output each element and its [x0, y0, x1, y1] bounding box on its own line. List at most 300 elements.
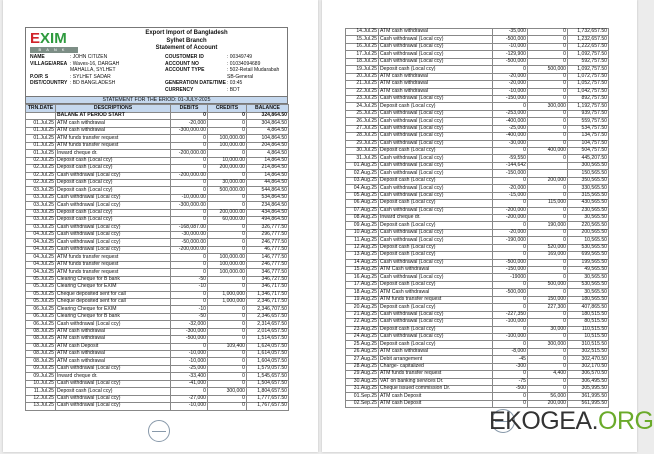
logo-xim: XIM — [40, 30, 67, 47]
credit-cell: 0 — [528, 386, 568, 393]
date-cell: 07.Aug.25 — [346, 207, 379, 214]
date-cell: 02.Jul.25 — [26, 179, 56, 186]
bank-title — [86, 30, 287, 53]
debit-cell: -10 — [171, 306, 208, 313]
date-cell: 25.Aug.25 — [346, 341, 379, 348]
info-value: : Waves-16, DARGAH — [70, 60, 120, 67]
description-cell: Cash withdrawal (Local ccy) — [56, 172, 171, 179]
credit-cell: 150,000 — [528, 296, 568, 303]
debit-cell: -10 — [171, 284, 208, 291]
debit-cell: -150,000 — [493, 170, 528, 177]
debit-cell: -500 — [493, 386, 528, 393]
description-cell: Inward cheque dr. — [56, 150, 171, 157]
info-value: : 00349749 — [227, 54, 253, 60]
debit-cell: -190,000 — [493, 237, 528, 244]
balance-cell: 306,495.50 — [568, 378, 609, 385]
debit-cell: -50,000.00 — [171, 239, 208, 246]
balance-cell: 699,565.50 — [568, 252, 609, 259]
date-cell: 27.Jul.25 — [346, 125, 379, 132]
date-cell: 08.Jul.25 — [26, 358, 56, 365]
debit-cell: -10,000.00 — [171, 194, 208, 201]
description-cell: ATM funds transfer request — [379, 371, 493, 378]
debit-cell: -30,000 — [493, 140, 528, 147]
table-row — [346, 43, 609, 50]
description-cell: Clearing Cheque for EXIM — [56, 306, 171, 313]
credit-cell: 60,000.00 — [208, 217, 247, 224]
balance-cell: 204,864.50 — [247, 142, 289, 149]
description-cell: Cash withdrawal (Local ccy) — [56, 395, 171, 402]
description-cell: Deposit cash (Local ccy) — [379, 177, 493, 184]
date-cell: 15.Jul.25 — [346, 36, 379, 43]
date-cell: 17.Aug.25 — [346, 281, 379, 288]
debit-cell: -20,000 — [493, 229, 528, 236]
debit-cell: 0 — [171, 388, 208, 395]
date-cell: 03.Jul.25 — [26, 202, 56, 209]
balance-cell: 407,865.50 — [568, 304, 609, 311]
debit-cell: -33,400 — [171, 373, 208, 380]
description-cell: ATM funds transfer request — [56, 261, 171, 268]
date-cell: 11.Aug.25 — [346, 237, 379, 244]
description-cell: Cash withdrawal (Local ccy) — [56, 321, 171, 328]
balance-cell: 361,995.50 — [568, 393, 609, 400]
balance-cell: 346,717.50 — [247, 284, 289, 291]
date-cell: 08.Jul.25 — [26, 351, 56, 358]
balance-cell: 246,777.50 — [247, 239, 289, 246]
description-cell: ATM Cash withdrawal — [379, 289, 493, 296]
date-cell: 16.Jul.25 — [346, 43, 379, 50]
table-row — [26, 365, 289, 372]
date-cell: 29.Jul.25 — [346, 140, 379, 147]
description-cell: ATM cash withdrawal — [56, 127, 171, 134]
debit-cell: -27,000 — [171, 395, 208, 402]
table-row — [26, 388, 289, 395]
date-cell: 14.Aug.25 — [346, 259, 379, 266]
balance-cell: 1,192,757.50 — [568, 103, 609, 110]
balance-cell: 1,042,757.50 — [568, 88, 609, 95]
balance-cell: 10,565.50 — [568, 237, 609, 244]
date-cell: 29.Aug.25 — [346, 371, 379, 378]
debit-cell: -30,000.00 — [171, 232, 208, 239]
date-cell: 24.Aug.25 — [346, 333, 379, 340]
balance-cell: 49,565.50 — [568, 267, 609, 274]
debit-cell: -500,000 — [493, 259, 528, 266]
balance-cell: 110,515.50 — [568, 326, 609, 333]
watermark-accent: ORG — [598, 407, 654, 435]
debit-cell: -200,000 — [493, 214, 528, 221]
date-cell: 04.Jul.25 — [26, 232, 56, 239]
description-cell: ATM cash withdrawal — [379, 73, 493, 80]
credit-cell: 0 — [528, 192, 568, 199]
table-row — [346, 58, 609, 65]
description-cell: ATM cash withdrawal — [56, 328, 171, 335]
date-cell: 08.Aug.25 — [346, 214, 379, 221]
credit-cell: 200,000 — [528, 177, 568, 184]
credit-cell: 0 — [528, 110, 568, 117]
debit-cell: -144,642 — [493, 162, 528, 169]
credit-cell: 0 — [528, 378, 568, 385]
credit-cell: 56,000 — [528, 393, 568, 400]
date-cell: 30.Aug.25 — [346, 378, 379, 385]
balance-cell: 1,072,757.50 — [568, 73, 609, 80]
debit-cell: -59,550 — [493, 155, 528, 162]
debit-cell: -50 — [171, 276, 208, 283]
date-cell: 26.Jul.25 — [346, 118, 379, 125]
description-cell: Cash withdrawal (Local ccy) — [379, 170, 493, 177]
debit-cell: -75 — [493, 378, 528, 385]
credit-cell: 0 — [528, 133, 568, 140]
balance-cell: 315,565.50 — [568, 192, 609, 199]
date-cell: 18.Jul.25 — [346, 58, 379, 65]
balance-cell: 10,515.50 — [568, 333, 609, 340]
debit-cell: -400,000 — [493, 118, 528, 125]
credit-cell: 115,000 — [528, 200, 568, 207]
balance-cell: 180,565.50 — [568, 296, 609, 303]
debit-cell: 0 — [493, 222, 528, 229]
description-cell: Cash withdrawal (Local ccy) — [379, 319, 493, 326]
transactions-table-page-2 — [345, 28, 609, 408]
credit-cell: 0 — [208, 276, 247, 283]
balance-cell: 134,757.50 — [568, 133, 609, 140]
description-cell: ATM cash withdrawal — [56, 120, 171, 127]
info-label: P.O/P. S — [30, 73, 49, 80]
balance-cell: 4,864.50 — [247, 127, 289, 134]
date-cell: 31.Aug.25 — [346, 386, 379, 393]
debit-cell: 0 — [493, 177, 528, 184]
balance-cell: 1,614,057.50 — [247, 351, 289, 358]
description-cell: Cash withdrawal (Local ccy) — [56, 202, 171, 209]
date-cell: 26.Aug.25 — [346, 348, 379, 355]
table-row — [346, 95, 609, 102]
balance-cell: 296,777.50 — [247, 232, 289, 239]
debit-cell: -168,087.00 — [171, 224, 208, 231]
description-cell: Cash withdrawal (Local ccy) — [56, 365, 171, 372]
date-cell: 05.Jul.25 — [26, 284, 56, 291]
credit-cell: 0 — [528, 274, 568, 281]
description-cell: Cash withdrawal (Local ccy) — [379, 192, 493, 199]
date-cell: 28.Jul.25 — [346, 133, 379, 140]
date-cell: 08.Jul.25 — [26, 343, 56, 350]
balance-cell: 559,757.50 — [568, 118, 609, 125]
description-cell: Cash withdrawal (Local ccy) — [56, 239, 171, 246]
debit-cell: -32,000 — [171, 321, 208, 328]
table-row — [26, 150, 289, 157]
balance-cell: 530,565.50 — [568, 244, 609, 251]
table-row — [26, 380, 289, 387]
description-cell: Clearing Cheque for B bank — [56, 276, 171, 283]
debit-cell: -19000 — [493, 274, 528, 281]
credit-cell — [528, 162, 568, 169]
debit-cell: -129,900 — [493, 51, 528, 58]
column-header: DESCRIPTIONS — [56, 105, 171, 113]
description-cell: Cash withdrawal (Local ccy) — [379, 237, 493, 244]
date-cell: 01.Aug.25 — [346, 162, 379, 169]
debit-cell: -10,000 — [171, 358, 208, 365]
description-cell: Deposit cash (Local ccy) — [56, 165, 171, 172]
info-value: : SYLHET SADAR — [70, 73, 111, 80]
date-cell: 10.Jul.25 — [26, 380, 56, 387]
info-row — [30, 80, 119, 87]
credit-cell: 0 — [528, 267, 568, 274]
debit-cell: -200,000.00 — [171, 172, 208, 179]
date-cell: 14.Jul.25 — [346, 29, 379, 36]
balance-cell: 14,864.50 — [247, 157, 289, 164]
watermark-main: EKOGEA. — [489, 407, 599, 435]
description-cell: Clearing Cheque for EXIM — [56, 284, 171, 291]
table-row — [346, 177, 609, 184]
statement-page-1 — [3, 0, 318, 452]
debit-cell: -10,000 — [171, 403, 208, 410]
debit-cell: 0 — [171, 217, 208, 224]
credit-cell: 0 — [208, 120, 247, 127]
credit-cell: 500,000.00 — [208, 187, 247, 194]
credit-cell: 0 — [528, 289, 568, 296]
credit-cell: 0 — [208, 306, 247, 313]
description-cell: BALANE AT PERIOD START — [56, 113, 171, 120]
balance-cell: 434,864.50 — [247, 209, 289, 216]
date-cell: 20.Aug.25 — [346, 304, 379, 311]
balance-cell: 220,565.50 — [568, 222, 609, 229]
debit-cell: 0 — [171, 165, 208, 172]
description-cell: ATM funds transfer request — [56, 269, 171, 276]
credit-cell: 190,000 — [528, 222, 568, 229]
balance-cell: 304,864.50 — [247, 120, 289, 127]
debit-cell: -25,000 — [171, 365, 208, 372]
column-header: CREDITS — [208, 105, 247, 113]
date-cell: 05.Aug.25 — [346, 192, 379, 199]
info-label: NAME — [30, 54, 45, 60]
description-cell: Cash withdrawal (Local ccy) — [379, 58, 493, 65]
description-cell: Deposit cash (Local ccy) — [379, 244, 493, 251]
table-row — [346, 267, 609, 274]
balance-cell: 1,624,057.50 — [247, 343, 289, 350]
credit-cell: 109,400 — [208, 343, 247, 350]
credit-cell: 0 — [208, 351, 247, 358]
description-cell: Deposit cash (Local ccy) — [379, 148, 493, 155]
table-row — [346, 296, 609, 303]
description-cell: ATM funds transfer request — [56, 142, 171, 149]
credit-cell: 0 — [208, 358, 247, 365]
date-cell: 06.Jul.25 — [26, 306, 56, 313]
table-row — [346, 200, 609, 207]
description-cell: Cheque deposited sent for call — [56, 298, 171, 305]
credit-cell: 500,000 — [528, 281, 568, 288]
description-cell: ATM cash Deposit — [379, 393, 493, 400]
debit-cell: -500,000 — [493, 36, 528, 43]
date-cell: 23.Jul.25 — [346, 95, 379, 102]
description-cell: Deposit cash (Local ccy) — [379, 200, 493, 207]
debit-cell: -20,000 — [171, 120, 208, 127]
debit-cell: -35,000 — [493, 29, 528, 36]
credit-cell: 300,000 — [528, 341, 568, 348]
debit-cell: 0 — [493, 66, 528, 73]
debit-cell: -400,000 — [493, 133, 528, 140]
description-cell: Cheque deposited sent for call — [56, 291, 171, 298]
info-label: ACCOUNT TYPE — [165, 67, 205, 73]
debit-cell: -200,000 — [493, 207, 528, 214]
credit-cell: 0 — [528, 363, 568, 370]
description-cell: Cash withdrawal (Local ccy) — [379, 118, 493, 125]
credit-cell: 0 — [208, 321, 247, 328]
debit-cell: -8,000 — [493, 348, 528, 355]
credit-cell: 500,000 — [528, 66, 568, 73]
date-cell: 02.Jul.25 — [26, 165, 56, 172]
table-row — [346, 348, 609, 355]
credit-cell: 0 — [208, 194, 247, 201]
debit-cell: 0 — [171, 157, 208, 164]
credit-cell: 0 — [528, 155, 568, 162]
description-cell: Deposit cash (Local ccy) — [56, 157, 171, 164]
balance-cell: 2,346,717.50 — [247, 298, 289, 305]
bank-stamp-icon — [148, 420, 170, 442]
date-cell: 30.Jul.25 — [346, 148, 379, 155]
table-row — [346, 214, 609, 221]
date-cell: 31.Jul.25 — [346, 155, 379, 162]
description-cell: Cash withdrawal (Local ccy) — [379, 207, 493, 214]
credit-cell: 0 — [208, 172, 247, 179]
description-cell: Deposit cash (Local ccy) — [379, 281, 493, 288]
info-value: : 03:45 — [227, 80, 243, 86]
credit-cell: 200,000.00 — [208, 209, 247, 216]
bank-name: Export Import of Bangladesh — [145, 30, 228, 36]
debit-cell: -500,000 — [493, 289, 528, 296]
credit-cell: 0 — [528, 43, 568, 50]
balance-cell: 939,757.50 — [568, 110, 609, 117]
debit-cell: -200,000.00 — [171, 150, 208, 157]
debit-cell: 0 — [493, 200, 528, 207]
description-cell: ATM cash withdrawal — [56, 358, 171, 365]
description-cell: Cash withdrawal (Local ccy) — [379, 95, 493, 102]
info-value: MAHALLA, SYLHET — [70, 67, 116, 73]
balance-cell: 1,346,717.50 — [247, 291, 289, 298]
credit-cell: 0 — [208, 239, 247, 246]
balance-cell: 534,864.50 — [247, 194, 289, 201]
table-row — [346, 319, 609, 326]
table-row — [26, 246, 289, 253]
credit-cell: 0 — [208, 395, 247, 402]
date-cell: 05.Jul.25 — [26, 291, 56, 298]
debit-cell: -10,000 — [493, 43, 528, 50]
table-row — [346, 371, 609, 378]
description-cell: Cash withdrawal (Local ccy) — [379, 229, 493, 236]
credit-cell: 0 — [208, 127, 247, 134]
table-row — [346, 229, 609, 236]
description-cell: Deposit cash (Local ccy) — [56, 388, 171, 395]
table-row — [346, 252, 609, 259]
credit-cell: 4,400 — [528, 371, 568, 378]
date-cell: 01.Jul.25 — [26, 142, 56, 149]
date-cell: 01.Jul.25 — [26, 127, 56, 134]
description-cell: Cash withdrawal (Local ccy) — [379, 333, 493, 340]
credit-cell: 0 — [208, 202, 247, 209]
date-cell: 03.Jul.25 — [26, 187, 56, 194]
balance-cell: 104,757.50 — [568, 140, 609, 147]
credit-cell: 0 — [528, 118, 568, 125]
debit-cell: -253,000 — [493, 110, 528, 117]
description-cell: Cash withdrawal (Local ccy) — [379, 162, 493, 169]
balance-cell: 1,504,657.50 — [247, 380, 289, 387]
date-cell: 10.Aug.25 — [346, 229, 379, 236]
debit-cell: -100,000 — [493, 333, 528, 340]
balance-cell: 4,864.50 — [247, 150, 289, 157]
credit-cell: 30,000.00 — [208, 179, 247, 186]
credit-cell: 0 — [208, 403, 247, 410]
balance-cell: 1,604,057.50 — [247, 358, 289, 365]
date-cell: 09.Aug.25 — [346, 222, 379, 229]
debit-cell: -20,000 — [493, 185, 528, 192]
date-cell: 04.Jul.25 — [26, 239, 56, 246]
description-cell: Inward cheque dr. — [56, 373, 171, 380]
table-row — [346, 133, 609, 140]
balance-cell: 302,470.50 — [568, 356, 609, 363]
debit-cell: 0 — [171, 135, 208, 142]
description-cell: Cash withdrawal (Local ccy) — [379, 274, 493, 281]
date-cell: 21.Aug.25 — [346, 311, 379, 318]
credit-cell: 0 — [528, 207, 568, 214]
credit-cell: 0 — [528, 140, 568, 147]
table-row — [26, 269, 289, 276]
balance-cell: 14,864.50 — [247, 172, 289, 179]
debit-cell: -20,000 — [493, 81, 528, 88]
description-cell: Cash withdrawal (Local ccy) — [379, 259, 493, 266]
description-cell: ATM cash withdrawal — [56, 336, 171, 343]
date-cell: 03.Jul.25 — [26, 224, 56, 231]
description-cell: ATM cash withdrawal — [379, 81, 493, 88]
description-cell: Cash withdrawal (Local ccy) — [379, 125, 493, 132]
credit-cell: 0 — [208, 232, 247, 239]
table-row — [346, 29, 609, 36]
credit-cell: 0 — [528, 356, 568, 363]
info-label: DIST/COUNTRY — [30, 80, 68, 86]
branch-name: Sylhet Branch — [166, 37, 207, 44]
description-cell: Deposit cash (Local ccy) — [56, 187, 171, 194]
logo-bank: BANK — [30, 47, 78, 53]
debit-cell: -227,350 — [493, 311, 528, 318]
description-cell: Charge- capitalized — [379, 363, 493, 370]
balance-cell: 200,565.50 — [568, 229, 609, 236]
date-cell: 03.Jul.25 — [26, 209, 56, 216]
balance-cell: 246,777.50 — [247, 261, 289, 268]
description-cell: Deposit cash (Local ccy) — [379, 103, 493, 110]
credit-cell: 0 — [208, 313, 247, 320]
description-cell: Cash withdrawal (Local ccy) — [56, 224, 171, 231]
credit-cell: 0 — [208, 380, 247, 387]
table-row — [26, 313, 289, 320]
debit-cell: -50 — [171, 313, 208, 320]
debit-cell: 0 — [493, 393, 528, 400]
credit-cell: 0 — [528, 88, 568, 95]
date-cell: 23.Aug.25 — [346, 326, 379, 333]
balance-cell: 561,995.50 — [568, 400, 609, 407]
date-cell: 01.Jul.25 — [26, 135, 56, 142]
description-cell: Cash withdrawal (Local ccy) — [379, 36, 493, 43]
credit-cell: 200,000.00 — [208, 165, 247, 172]
debit-cell: 0 — [171, 209, 208, 216]
date-cell: 04.Jul.25 — [26, 246, 56, 253]
table-row — [26, 284, 289, 291]
credit-cell: 10,000.00 — [208, 157, 247, 164]
date-cell: 06.Aug.25 — [346, 200, 379, 207]
description-cell: ATM funds transfer request — [56, 135, 171, 142]
credit-cell: 100,000.00 — [208, 269, 247, 276]
table-row — [346, 81, 609, 88]
debit-cell: -15,000 — [493, 192, 528, 199]
table-row — [26, 403, 289, 410]
balance-cell: 1,767,657.50 — [247, 403, 289, 410]
date-cell: 03.Jul.25 — [26, 194, 56, 201]
balance-cell: 892,757.50 — [568, 95, 609, 102]
debit-cell: 0 — [171, 291, 208, 298]
date-cell: 09.Jul.25 — [26, 365, 56, 372]
